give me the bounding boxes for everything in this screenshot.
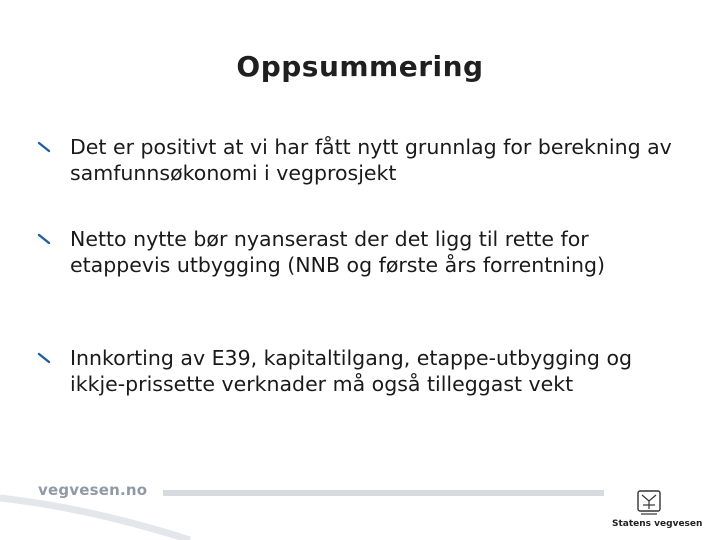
statens-vegvesen-emblem-icon: [636, 489, 662, 519]
bullet-icon: [37, 232, 51, 246]
bullet-text: Netto nytte bør nyanserast der det ligg til rette for etappevis utbygging (NNB og første års forrentning): [70, 227, 605, 277]
bullet-item: [70, 345, 690, 397]
vegvesen-logo-text: vegvesen.no: [38, 481, 148, 499]
bullet-text: Innkorting av E39, kapitaltilgang, etappe-utbygging og ikkje-prissette verknader må også tilleggast vekt: [70, 346, 633, 396]
footer-divider: [163, 490, 604, 496]
bullet-icon: [37, 351, 51, 365]
bullet-item: [70, 134, 690, 186]
bullet-item: [70, 226, 690, 278]
bullet-icon: [37, 140, 51, 154]
statens-vegvesen-label: Statens vegvesen: [612, 519, 703, 529]
bullet-text: Det er positivt at vi har fått nytt grunnlag for berekning av samfunnsøkonomi i vegprosjekt: [70, 135, 672, 185]
slide-title: Oppsummering: [236, 50, 484, 83]
